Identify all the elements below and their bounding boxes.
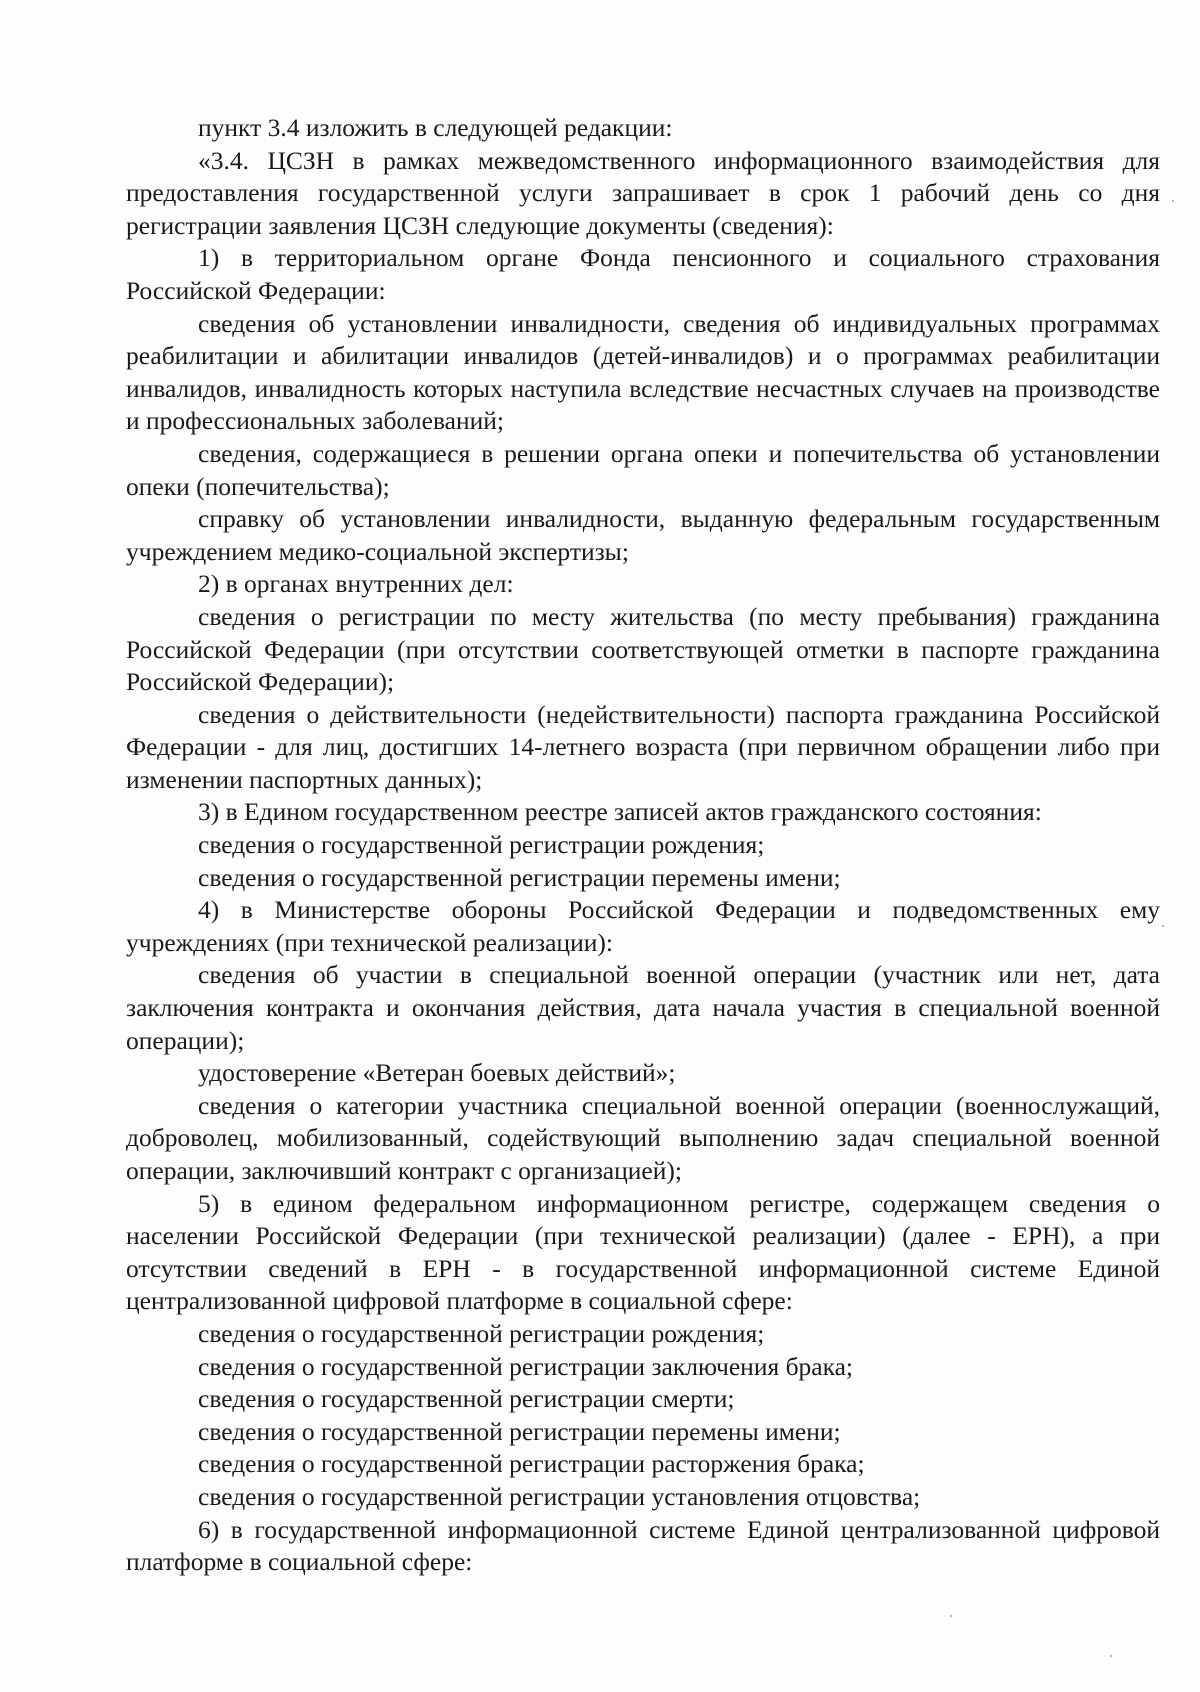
paragraph-marriage-registration: сведения о государственной регистрации заключения брака; (198, 1351, 854, 1381)
paragraph-participant-category: сведения о категории участника специальной военной операции (военнослужащий, доброволец, мобилизованный, содействующий выполнению задач специальной военной операции, заключивший контракт с организацией); (126, 1090, 1160, 1185)
document-body (126, 112, 1160, 1579)
paragraph-passport-validity: сведения о действительности (недействительности) паспорта гражданина Российской Федерации - для лиц, достигших 14-летнего возраста (при первичном обращении либо при изменении паспортных данных); (126, 699, 1160, 794)
paragraph-residence-registration: сведения о регистрации по месту жительства (по месту пребывания) гражданина Российской Федерации (при отсутствии соответствующей отметки в паспорте гражданина Российской Федерации); (126, 601, 1160, 697)
paragraph-disability-info: сведения об установлении инвалидности, сведения об индивидуальных программах реабилитации и абилитации инвалидов (детей-инвалидов) и о программах реабилитации инвалидов, инвалидность которых наступила вследствие несчастных случаев на производстве и профессиональных заболеваний; (126, 308, 1160, 436)
paragraph-item-4: 4) в Министерстве обороны Российской Федерации и подведомственных ему учреждениях (при технической реализации): (126, 895, 1160, 957)
paragraph-item-2: 2) в органах внутренних дел: (198, 569, 514, 599)
paragraph-item-5: 5) в едином федеральном информационном регистре, содержащем сведения о населении Российской Федерации (при технической реализации) (далее - ЕРН), а при отсутствии сведений в ЕРН - в государственной информационной системе Единой централизованной цифровой платформе в социальной сфере: (126, 1188, 1160, 1316)
scan-speck (1110, 1655, 1112, 1657)
paragraph-death-registration: сведения о государственной регистрации смерти; (198, 1384, 735, 1414)
paragraph-veteran-certificate: удостоверение «Ветеран боевых действий»; (198, 1058, 676, 1088)
paragraph-item-1: 1) в территориальном органе Фонда пенсионного и социального страхования Российской Федерации: (126, 243, 1160, 305)
paragraph-amendment-intro: пункт 3.4 изложить в следующей редакции: (198, 113, 673, 142)
paragraph-paternity-registration: сведения о государственной регистрации установления отцовства; (198, 1481, 921, 1511)
paragraph-item-3: 3) в Едином государственном реестре записей актов гражданского состояния: (198, 797, 1042, 827)
paragraph-divorce-registration: сведения о государственной регистрации расторжения брака; (198, 1449, 865, 1479)
paragraph-item-6: 6) в государственной информационной системе Единой централизованной цифровой платформе в социальной сфере: (126, 1514, 1160, 1577)
paragraph-birth-registration-ern: сведения о государственной регистрации рождения; (198, 1318, 765, 1348)
scan-speck (1172, 200, 1174, 202)
scan-speck (950, 1615, 952, 1617)
paragraph-name-change-ern: сведения о государственной регистрации перемены имени; (198, 1416, 841, 1446)
paragraph-name-change: сведения о государственной регистрации перемены имени; (198, 862, 841, 892)
paragraph-birth-registration: сведения о государственной регистрации рождения; (198, 830, 765, 860)
paragraph-clause-3-4: «3.4. ЦСЗН в рамках межведомственного информационного взаимодействия для предоставления государственной услуги запрашивает в срок 1 рабочий день со дня регистрации заявления ЦСЗН следующие документы (сведения): (126, 145, 1160, 240)
paragraph-guardianship-info: сведения, содержащиеся в решении органа опеки и попечительства об установлении опеки (попечительства); (126, 438, 1160, 501)
paragraph-svo-participation: сведения об участии в специальной военной операции (участник или нет, дата заключения контракта и окончания действия, дата начала участия в специальной военной операции); (126, 960, 1160, 1055)
scan-speck (1162, 925, 1164, 927)
paragraph-disability-certificate: справку об установлении инвалидности, выданную федеральным государственным учреждением медико-социальной экспертизы; (126, 504, 1160, 566)
